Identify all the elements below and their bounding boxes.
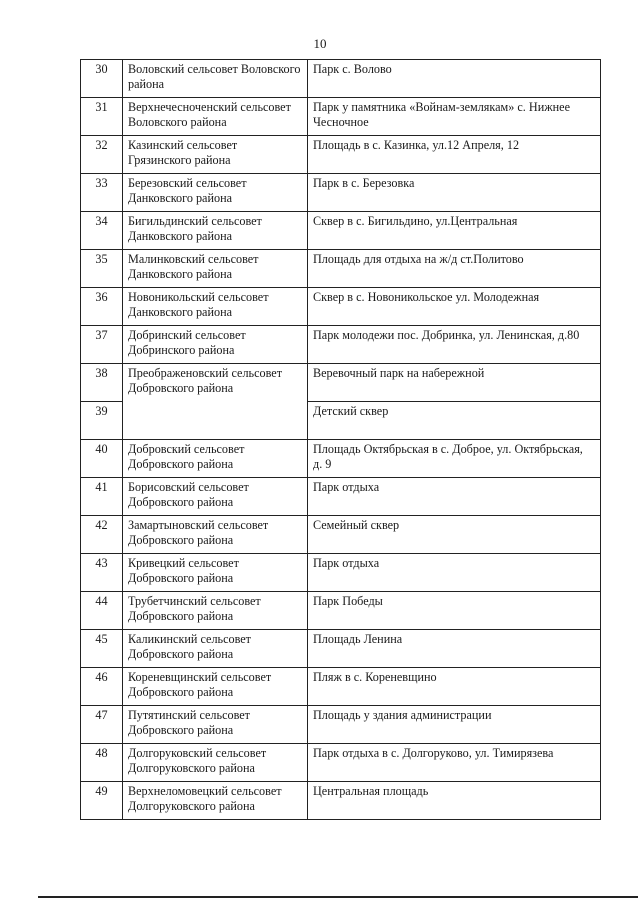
table-row bbox=[81, 98, 601, 136]
row-number: 49 bbox=[81, 782, 123, 820]
settlement-name: Казинский сельсовет Грязинского района bbox=[123, 136, 308, 174]
registry-table bbox=[80, 59, 601, 820]
settlement-name: Малинковский сельсовет Данковского района bbox=[123, 250, 308, 288]
table-row bbox=[81, 136, 601, 174]
settlement-name: Добровский сельсовет Добровского района bbox=[123, 440, 308, 478]
table-row bbox=[81, 782, 601, 820]
table-row bbox=[81, 288, 601, 326]
table-row bbox=[81, 440, 601, 478]
settlement-name: Верхнечесноченский сельсовет Воловского района bbox=[123, 98, 308, 136]
table-row bbox=[81, 364, 601, 402]
table-row bbox=[81, 174, 601, 212]
settlement-name: Замартыновский сельсовет Добровского района bbox=[123, 516, 308, 554]
public-space-name: Площадь Ленина bbox=[308, 630, 601, 668]
settlement-name: Борисовский сельсовет Добровского района bbox=[123, 478, 308, 516]
public-space-name: Площадь для отдыха на ж/д ст.Политово bbox=[308, 250, 601, 288]
settlement-name: Путятинский сельсовет Добровского района bbox=[123, 706, 308, 744]
public-space-name: Парк у памятника «Войнам-землякам» с. Нижнее Чесночное bbox=[308, 98, 601, 136]
public-space-name: Парк молодежи пос. Добринка, ул. Ленинская, д.80 bbox=[308, 326, 601, 364]
row-number: 46 bbox=[81, 668, 123, 706]
table-row bbox=[81, 516, 601, 554]
public-space-name: Сквер в с. Бигильдино, ул.Центральная bbox=[308, 212, 601, 250]
row-number: 44 bbox=[81, 592, 123, 630]
table-row bbox=[81, 554, 601, 592]
settlement-name: Кореневщинский сельсовет Добровского района bbox=[123, 668, 308, 706]
table-row bbox=[81, 478, 601, 516]
settlement-name: Преображеновский сельсовет Добровского района bbox=[123, 364, 308, 440]
row-number: 33 bbox=[81, 174, 123, 212]
row-number: 41 bbox=[81, 478, 123, 516]
settlement-name: Верхнеломовецкий сельсовет Долгоруковского района bbox=[123, 782, 308, 820]
public-space-name: Парк отдыха в с. Долгоруково, ул. Тимирязева bbox=[308, 744, 601, 782]
row-number: 39 bbox=[81, 402, 123, 440]
public-space-name: Площадь в с. Казинка, ул.12 Апреля, 12 bbox=[308, 136, 601, 174]
public-space-name: Детский сквер bbox=[308, 402, 601, 440]
public-space-name: Пляж в с. Кореневщино bbox=[308, 668, 601, 706]
page-bottom-rule bbox=[38, 896, 638, 898]
table-row bbox=[81, 212, 601, 250]
settlement-name: Бигильдинский сельсовет Данковского района bbox=[123, 212, 308, 250]
table-row bbox=[81, 250, 601, 288]
settlement-name: Воловский сельсовет Воловского района bbox=[123, 60, 308, 98]
row-number: 36 bbox=[81, 288, 123, 326]
public-space-name: Площадь Октябрьская в с. Доброе, ул. Октябрьская, д. 9 bbox=[308, 440, 601, 478]
row-number: 38 bbox=[81, 364, 123, 402]
public-space-name: Парк Победы bbox=[308, 592, 601, 630]
public-space-name: Площадь у здания администрации bbox=[308, 706, 601, 744]
row-number: 43 bbox=[81, 554, 123, 592]
table-row bbox=[81, 326, 601, 364]
row-number: 48 bbox=[81, 744, 123, 782]
settlement-name: Трубетчинский сельсовет Добровского района bbox=[123, 592, 308, 630]
settlement-name: Каликинский сельсовет Добровского района bbox=[123, 630, 308, 668]
row-number: 37 bbox=[81, 326, 123, 364]
row-number: 45 bbox=[81, 630, 123, 668]
row-number: 42 bbox=[81, 516, 123, 554]
public-space-name: Веревочный парк на набережной bbox=[308, 364, 601, 402]
row-number: 30 bbox=[81, 60, 123, 98]
public-space-name: Парк отдыха bbox=[308, 554, 601, 592]
row-number: 35 bbox=[81, 250, 123, 288]
settlement-name: Долгоруковский сельсовет Долгоруковского района bbox=[123, 744, 308, 782]
row-number: 34 bbox=[81, 212, 123, 250]
table-row bbox=[81, 630, 601, 668]
table-row bbox=[81, 744, 601, 782]
row-number: 31 bbox=[81, 98, 123, 136]
settlement-name: Новоникольский сельсовет Данковского района bbox=[123, 288, 308, 326]
table-row bbox=[81, 706, 601, 744]
row-number: 32 bbox=[81, 136, 123, 174]
settlement-name: Добринский сельсовет Добринского района bbox=[123, 326, 308, 364]
page-number: 10 bbox=[313, 36, 327, 51]
public-space-name: Семейный сквер bbox=[308, 516, 601, 554]
settlement-name: Березовский сельсовет Данковского района bbox=[123, 174, 308, 212]
settlement-name: Кривецкий сельсовет Добровского района bbox=[123, 554, 308, 592]
row-number: 40 bbox=[81, 440, 123, 478]
public-space-name: Парк в с. Березовка bbox=[308, 174, 601, 212]
row-number: 47 bbox=[81, 706, 123, 744]
table-row bbox=[81, 60, 601, 98]
table-row bbox=[81, 592, 601, 630]
public-space-name: Сквер в с. Новоникольское ул. Молодежная bbox=[308, 288, 601, 326]
table-row bbox=[81, 668, 601, 706]
public-space-name: Парк отдыха bbox=[308, 478, 601, 516]
public-space-name: Центральная площадь bbox=[308, 782, 601, 820]
public-space-name: Парк с. Волово bbox=[308, 60, 601, 98]
